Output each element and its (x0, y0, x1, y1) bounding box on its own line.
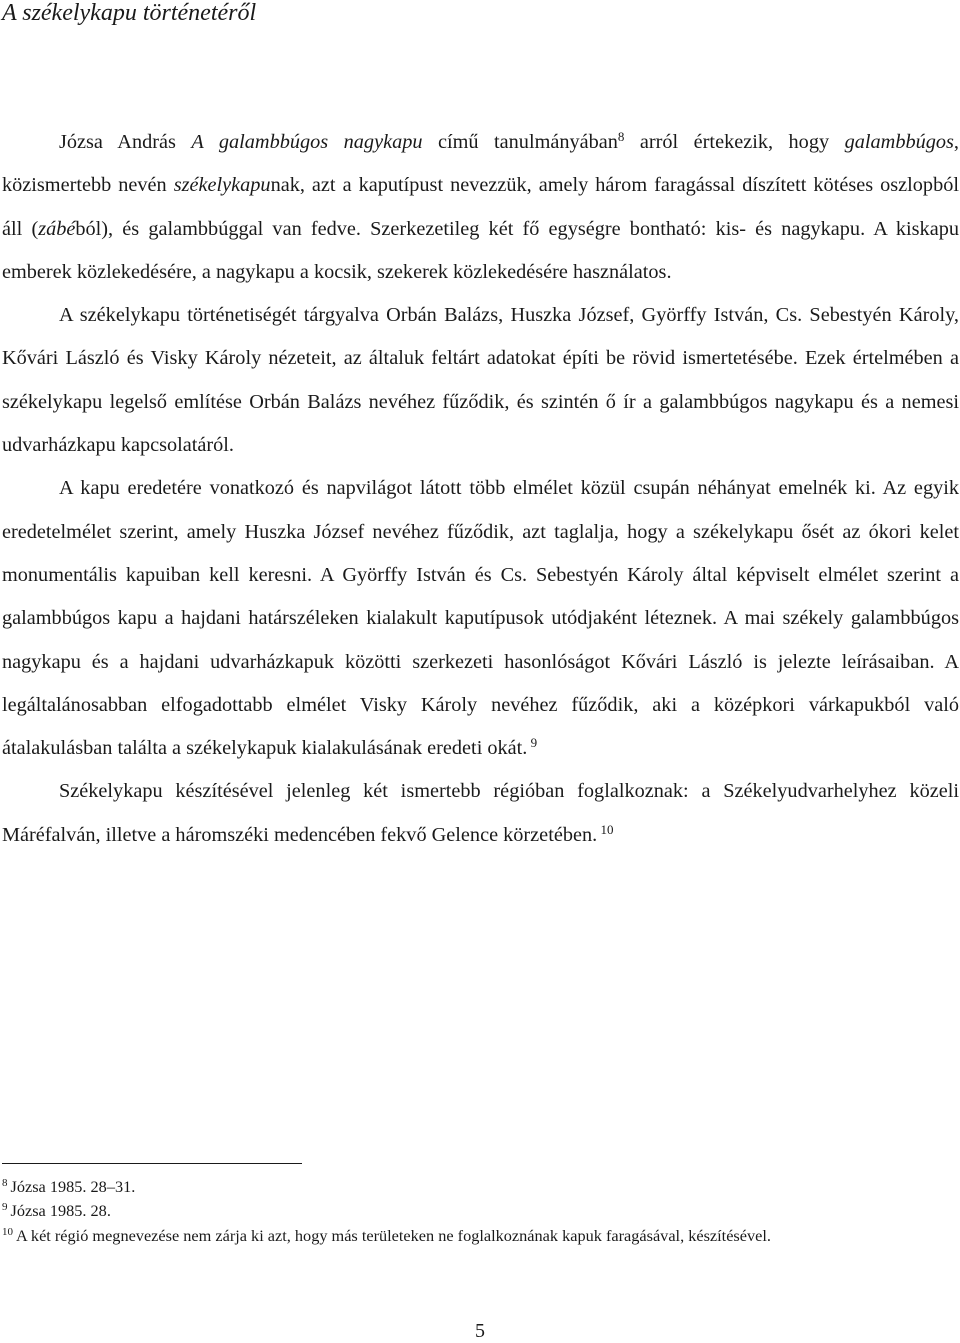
paragraph-text: Székelykapu készítésével jelenleg két ismertebb régióban foglalkoznak: a Székelyudvarhelyhez közeli Máréfalván, illetve a háromszéki medencében fekvő Gelence körzetében. (2, 780, 959, 846)
paragraph-text: ból), és galambbúggal van fedve. Szerkezetileg két fő egységre bontható: kis- és nagykapu. A kiskapu emberek közlekedésére, a nagykapu a kocsik, szekerek közlekedésére használatos. (2, 217, 959, 283)
italic-text: zábé (38, 217, 76, 240)
italic-text: galambbúgos (844, 131, 954, 153)
footnote (2, 1224, 957, 1248)
footnote (2, 1175, 957, 1199)
paragraph-text: Józsa András (59, 131, 192, 153)
paragraph (2, 294, 959, 467)
footnote-number: 9 (2, 1201, 8, 1214)
paragraph-text: A székelykapu történetiségét tárgyalva Orbán Balázs, Huszka József, Györffy István, Cs. Sebestyén Károly, Kővári László és Visky Károly nézeteit, az általuk feltárt adatokat építi be rövid ismertetésébe. Ezek értelmében a székelykapu legelső említése Orbán Balázs nevéhez fűződik, és szintén ő ír a galambbúgos nagykapu és a nemesi udvarházkapu kapcsolatáról. (2, 304, 959, 457)
paragraph-text: arról értekezik, hogy (624, 131, 845, 153)
footnote-separator (2, 1163, 302, 1164)
paragraph-text: A kapu eredetére vonatkozó és napvilágot látott több elmélet közül csupán néhányat emelnék ki. Az egyik eredetelmélet szerint, amely Huszka József nevéhez fűződik, azt taglalja, hogy a székelykapu ősét az ókori kelet monumentális kapuiban kell keresni. A Györffy István és Cs. Sebestyén Károly által képviselt elmélet szerint a galambbúgos kapu a hajdani határszéleken kialakult kaputípusok utódjaként léteznek. A mai székely galambbúgos nagykapu és a hajdani udvarházkapuk közötti szerkezeti hasonlóságot Kővári László is jelezte leírásaiban. A legáltalánosabban elfogadottabb elmélet Visky Károly nevéhez fűződik, aki a középkori várkapukból való átalakulásban találta a székelykapuk kialakulásának eredeti okát. (2, 477, 959, 760)
italic-text: A galambbúgos nagykapu (191, 131, 423, 153)
page-title: A székelykapu történetéről (2, 0, 257, 26)
paragraph (2, 467, 959, 770)
footnote-reference: 9 (527, 735, 538, 751)
paragraph (2, 770, 959, 857)
paragraph (2, 121, 959, 294)
paragraph-text: nak, azt a kaputípust nevezzük, amely három faragással díszített kötéses oszlopból áll ( (2, 174, 959, 240)
footnote-text: Józsa 1985. 28. (10, 1201, 111, 1221)
footnote-number: 10 (2, 1225, 13, 1238)
page-number: 5 (475, 1320, 485, 1342)
italic-text: székelykapu (173, 174, 271, 197)
footnote-reference: 10 (597, 821, 614, 837)
footnote-number: 8 (2, 1177, 8, 1189)
footnote-text: A két régió megnevezése nem zárja ki azt, hogy más területeken ne foglalkoznának kapuk faragásával, készítésével. (16, 1225, 771, 1245)
footnote (2, 1199, 957, 1223)
footnote-text: Józsa 1985. 28–31. (10, 1177, 136, 1196)
paragraph-text: , közismertebb nevén (2, 131, 959, 197)
paragraph-text: című tanulmányában (422, 131, 618, 153)
footnotes (2, 1175, 957, 1248)
body-text (2, 121, 959, 857)
footnote-reference: 8 (617, 129, 625, 144)
